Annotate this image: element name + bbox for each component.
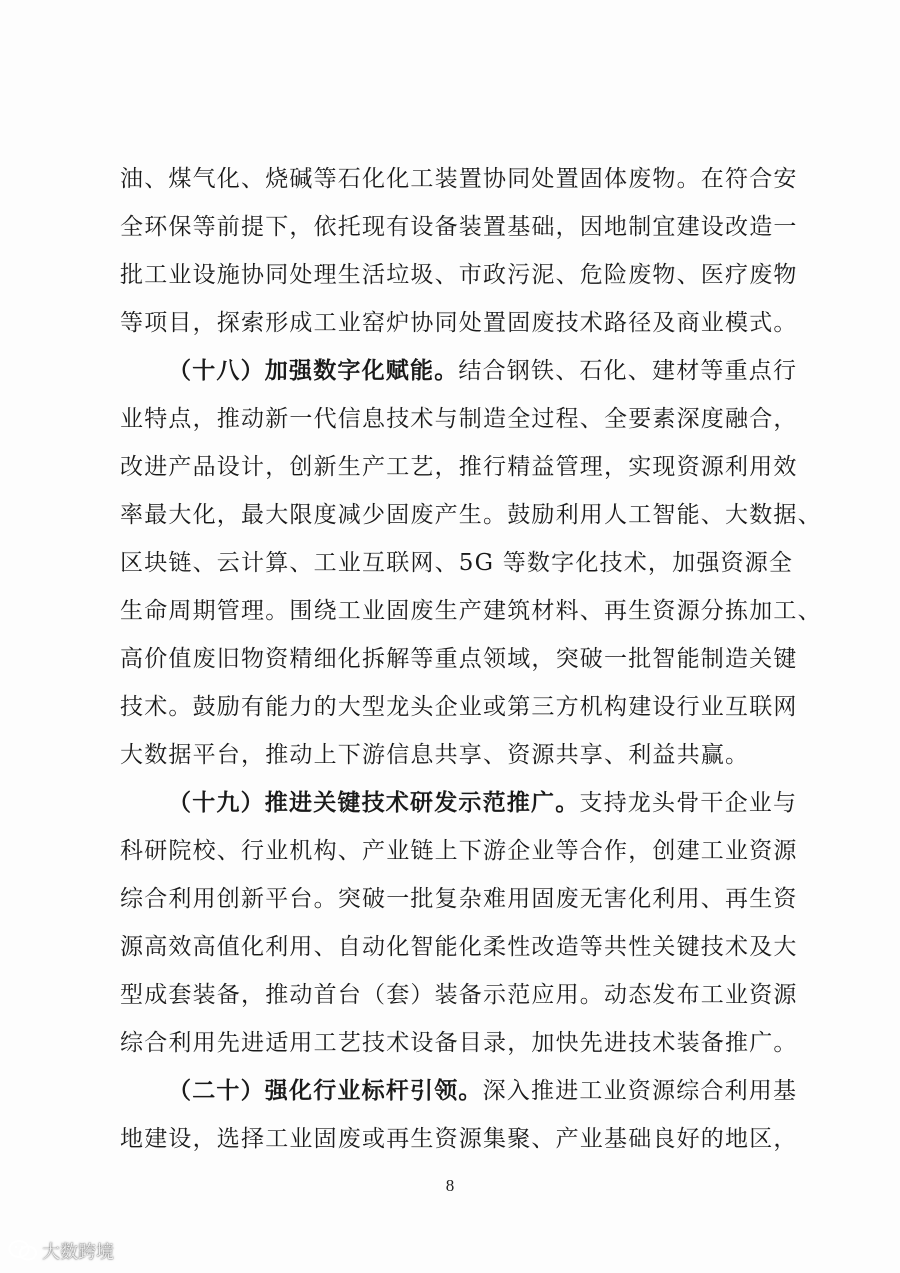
text-line: 区块链、云计算、工业互联网、5G 等数字化技术，加强资源全: [120, 550, 794, 576]
text-line: 源高效高值化利用、自动化智能化柔性改造等共性关键技术及大: [120, 934, 798, 960]
section-18-heading: （十八）加强数字化赋能。: [168, 358, 459, 384]
text-line: 高价值废旧物资精细化拆解等重点领域，突破一批智能制造关键: [120, 646, 798, 672]
text-line: 型成套装备，推动首台（套）装备示范应用。动态发布工业资源: [120, 982, 798, 1008]
watermark-text: 大数跨境: [42, 1242, 114, 1263]
text-line: 技术。鼓励有能力的大型龙头企业或第三方机构建设行业互联网: [120, 694, 798, 720]
text-line: 大数据平台，推动上下游信息共享、资源共享、利益共赢。: [120, 742, 750, 768]
text-line: 批工业设施协同处理生活垃圾、市政污泥、危险废物、医疗废物: [120, 262, 798, 288]
text-line: 综合利用创新平台。突破一批复杂难用固废无害化利用、再生资: [120, 886, 798, 912]
section-20-heading: （二十）强化行业标杆引领。: [168, 1078, 483, 1104]
text-line: 综合利用先进适用工艺技术设备目录，加快先进技术装备推广。: [120, 1030, 798, 1056]
text-line: 改进产品设计，创新生产工艺，推行精益管理，实现资源利用效: [120, 454, 798, 480]
section-20-first-line: [120, 1067, 798, 1115]
section-19-first-line: [120, 779, 798, 827]
document-body: [120, 155, 822, 1163]
page-number: 8: [445, 1176, 455, 1195]
text-line: 率最大化，最大限度减少固废产生。鼓励利用人工智能、大数据、: [120, 502, 822, 528]
watermark: [8, 1238, 114, 1264]
section-19-text: 支持龙头骨干企业与: [579, 790, 798, 816]
text-line: 等项目，探索形成工业窑炉协同处置固废技术路径及商业模式。: [120, 310, 798, 336]
section-18-text: 结合钢铁、石化、建材等重点行: [458, 358, 798, 384]
text-line: 地建设，选择工业固废或再生资源集聚、产业基础良好的地区，: [120, 1126, 798, 1152]
section-19-heading: （十九）推进关键技术研发示范推广。: [168, 790, 580, 816]
text-line: 生命周期管理。围绕工业固废生产建筑材料、再生资源分拣加工、: [120, 598, 822, 624]
section-20-text: 深入推进工业资源综合利用基: [482, 1078, 798, 1104]
text-line: 科研院校、行业机构、产业链上下游企业等合作，创建工业资源: [120, 838, 798, 864]
section-18-first-line: [120, 347, 798, 395]
wechat-logo-icon: [8, 1239, 38, 1263]
text-line: 油、煤气化、烧碱等石化化工装置协同处置固体废物。在符合安: [120, 166, 798, 192]
text-line: 全环保等前提下，依托现有设备装置基础，因地制宜建设改造一: [120, 214, 798, 240]
text-line: 业特点，推动新一代信息技术与制造全过程、全要素深度融合，: [120, 406, 798, 432]
